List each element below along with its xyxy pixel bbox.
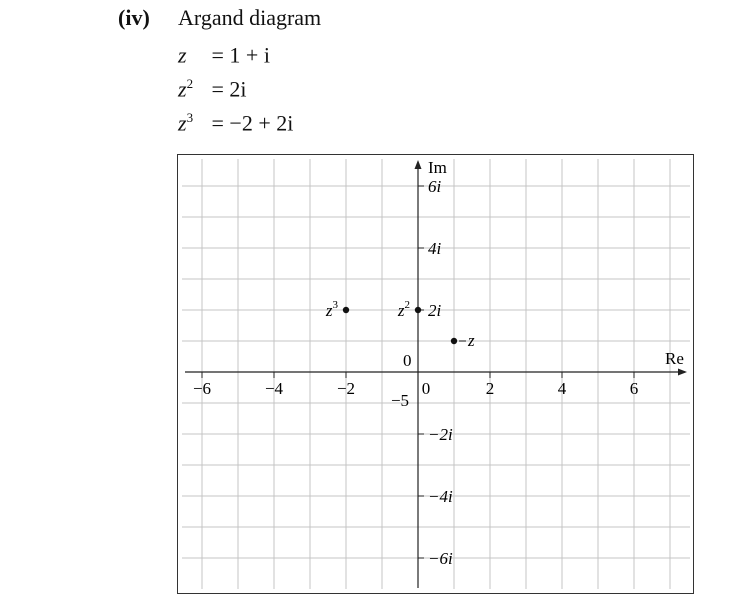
y-tick-label: 4i xyxy=(428,239,442,258)
x-tick-label: −6 xyxy=(192,379,212,398)
equation-z-squared xyxy=(178,76,247,102)
equation-lhs: $z^2$ xyxy=(178,76,194,102)
point-label-exponent: 3 xyxy=(332,299,338,311)
y-tick-label: −4i xyxy=(428,487,453,506)
real-axis-label: Re xyxy=(665,349,684,368)
y-tick-label: 2i xyxy=(428,301,442,320)
y-tick-label: 6i xyxy=(428,177,442,196)
equation-lhs: $z^3$ xyxy=(178,110,194,136)
imaginary-axis-label: Im xyxy=(428,158,447,177)
x-tick-label: 0 xyxy=(421,379,431,398)
origin-label: −5 xyxy=(390,391,410,411)
x-tick-label: 2 xyxy=(485,379,495,398)
origin-label: 0 xyxy=(402,350,412,370)
diagram-frame xyxy=(178,155,694,594)
point-dot xyxy=(343,307,349,313)
equation-rhs: = −2 + 2i xyxy=(211,110,294,136)
point-label-power: $z^2$ xyxy=(397,299,410,320)
x-tick-label: 6 xyxy=(629,379,639,398)
point-dot xyxy=(451,338,457,344)
equation-z xyxy=(178,42,270,68)
equation-z-cubed xyxy=(178,110,293,136)
y-tick-label: −2i xyxy=(428,425,453,444)
equation-rhs: = 2i xyxy=(211,76,247,102)
x-tick-label: 4 xyxy=(557,379,567,398)
argand-diagram xyxy=(177,154,695,595)
equation-lhs: z xyxy=(178,42,187,68)
part-label: (iv) xyxy=(118,5,150,30)
y-tick-label: −6i xyxy=(428,549,453,568)
point-dot xyxy=(415,307,421,313)
point-label-z: z xyxy=(468,331,475,350)
x-tick-label: −4 xyxy=(264,379,284,398)
equation-rhs: = 1 + i xyxy=(211,42,270,68)
point-label-power: $z^3$ xyxy=(325,299,338,320)
x-tick-label: −2 xyxy=(336,379,356,398)
heading: Argand diagram xyxy=(178,5,322,30)
point-label-exponent: 2 xyxy=(404,299,410,311)
